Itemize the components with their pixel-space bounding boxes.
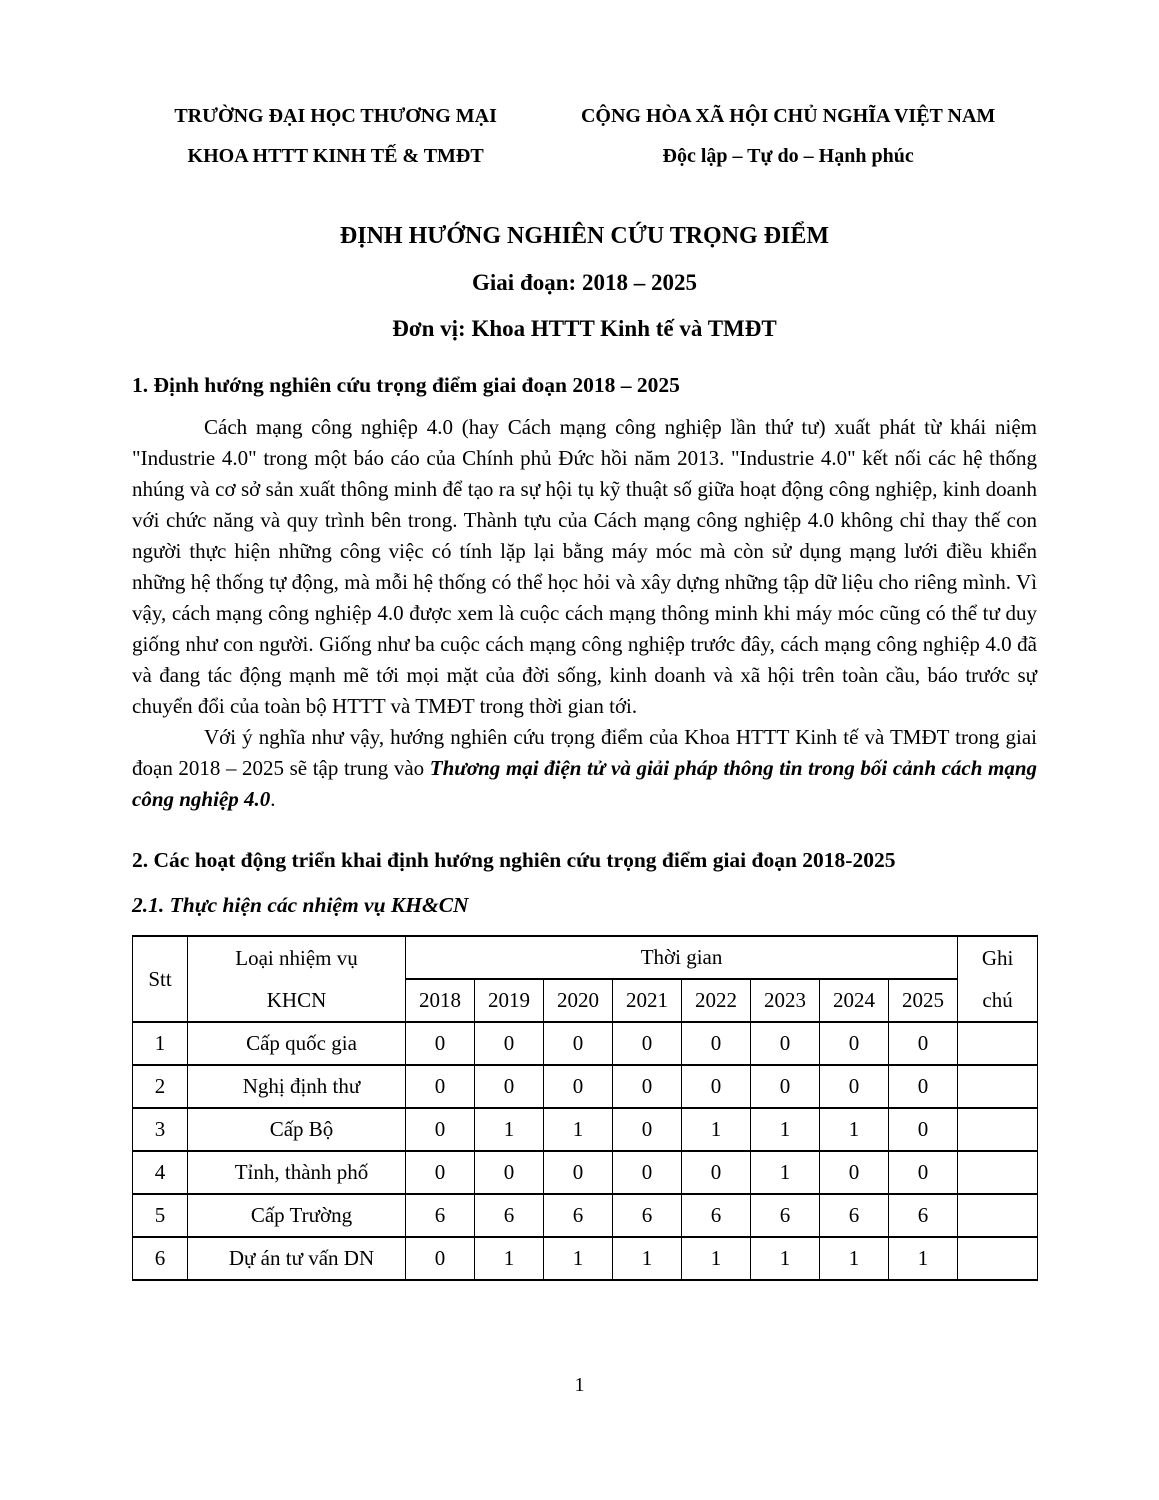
row-value: 0 (889, 1022, 958, 1065)
document-title: ĐỊNH HƯỚNG NGHIÊN CỨU TRỌNG ĐIỂM (339, 223, 830, 249)
document-header (132, 96, 1037, 170)
table-row (133, 1237, 1038, 1280)
row-value: 1 (820, 1108, 889, 1151)
row-value: 6 (544, 1194, 613, 1237)
row-task: Cấp quốc gia (188, 1022, 406, 1065)
row-value: 0 (475, 1022, 544, 1065)
row-value: 0 (406, 1237, 475, 1280)
row-stt: 6 (133, 1237, 188, 1280)
section1-paragraph1: Cách mạng công nghiệp 4.0 (hay Cách mạng công nghiệp lần thứ tư) xuất phát từ khái niệm "Industrie 4.0" trong một báo cáo của Chính phủ Đức hồi năm 2013. "Industrie 4.0" kết nối các hệ thống nhúng và cơ sở sản xuất thông minh để tạo ra sự hội tụ kỹ thuật số giữa hoạt động công nghiệp, kinh doanh với chức năng và quy trình bên trong. Thành tựu của Cách mạng công nghiệp 4.0 không chỉ thay thế con người thực hiện những công việc có tính lặp lại bằng máy móc mà còn sử dụng mạng lưới điều khiển những hệ thống tự động, mà mỗi hệ thống có thể học hỏi và xây dựng những tập dữ liệu cho riêng mình. Vì vậy, cách mạng công nghiệp 4.0 được xem là cuộc cách mạng thông minh khi máy móc cũng có thể tư duy giống như con người. Giống như ba cuộc cách mạng công nghiệp trước đây, cách mạng công nghiệp 4.0 đã và đang tác động mạnh mẽ tới mọi mặt của đời sống, kinh doanh và xã hội trên toàn cầu, báo trước sự chuyển đổi của toàn bộ HTTT và TMĐT trong thời gian tới. (132, 415, 1037, 718)
khcn-tasks-table (132, 935, 1038, 1281)
table-header-row-1 (133, 936, 1038, 979)
page-footer (0, 1372, 1159, 1398)
row-note (958, 1237, 1038, 1280)
row-value: 1 (751, 1108, 820, 1151)
row-stt: 4 (133, 1151, 188, 1194)
row-value: 1 (475, 1108, 544, 1151)
header-left-block (132, 102, 539, 170)
row-value: 6 (406, 1194, 475, 1237)
row-task: Tỉnh, thành phố (188, 1151, 406, 1194)
year-header: 2019 (475, 979, 544, 1022)
year-header: 2023 (751, 979, 820, 1022)
row-value: 0 (406, 1108, 475, 1151)
document-unit: Đơn vị: Khoa HTTT Kinh tế và TMĐT (392, 316, 777, 341)
row-value: 0 (820, 1022, 889, 1065)
table-row (133, 1108, 1038, 1151)
row-value: 1 (820, 1237, 889, 1280)
section1-paragraph2 (132, 722, 1037, 815)
year-header: 2024 (820, 979, 889, 1022)
row-task: Cấp Trường (188, 1194, 406, 1237)
paragraph2-normal-text: Với ý nghĩa như vậy, hướng nghiên cứu trọng điểm của Khoa HTTT Kinh tế và TMĐT trong giai đoạn 2018 – 2025 sẽ tập trung vào (132, 725, 1037, 780)
document-period: Giai đoạn: 2018 – 2025 (472, 270, 697, 295)
year-header: 2018 (406, 979, 475, 1022)
row-value: 6 (889, 1194, 958, 1237)
national-title: CỘNG HÒA XÃ HỘI CHỦ NGHĨA VIỆT NAM (580, 105, 996, 127)
university-name: TRƯỜNG ĐẠI HỌC THƯƠNG MẠI (174, 105, 497, 127)
row-value: 0 (613, 1108, 682, 1151)
row-value: 0 (475, 1065, 544, 1108)
row-value: 1 (544, 1237, 613, 1280)
row-task: Nghị định thư (188, 1065, 406, 1108)
row-value: 1 (751, 1151, 820, 1194)
row-value: 0 (613, 1022, 682, 1065)
row-value: 6 (613, 1194, 682, 1237)
row-value: 0 (613, 1065, 682, 1108)
row-note (958, 1065, 1038, 1108)
section2-heading: 2. Các hoạt động triển khai định hướng nghiên cứu trọng điểm giai đoạn 2018-2025 (132, 848, 896, 872)
row-value: 1 (682, 1237, 751, 1280)
row-value: 6 (682, 1194, 751, 1237)
row-value: 0 (751, 1022, 820, 1065)
row-value: 1 (544, 1108, 613, 1151)
row-note (958, 1108, 1038, 1151)
title-block (132, 220, 1037, 344)
row-value: 1 (889, 1237, 958, 1280)
row-value: 0 (889, 1151, 958, 1194)
year-header: 2021 (613, 979, 682, 1022)
year-header: 2022 (682, 979, 751, 1022)
row-value: 6 (475, 1194, 544, 1237)
paragraph2-period: . (270, 787, 276, 811)
row-value: 0 (544, 1022, 613, 1065)
document-page (132, 96, 1037, 1281)
row-value: 0 (406, 1065, 475, 1108)
row-value: 0 (820, 1065, 889, 1108)
row-stt: 3 (133, 1108, 188, 1151)
table-row (133, 1022, 1038, 1065)
row-value: 1 (613, 1237, 682, 1280)
row-note (958, 1194, 1038, 1237)
row-value: 6 (820, 1194, 889, 1237)
row-stt: 5 (133, 1194, 188, 1237)
year-header: 2020 (544, 979, 613, 1022)
row-value: 0 (406, 1151, 475, 1194)
row-task: Cấp Bộ (188, 1108, 406, 1151)
row-value: 0 (889, 1108, 958, 1151)
faculty-name: KHOA HTTT KINH TẾ & TMĐT (187, 145, 484, 167)
national-motto: Độc lập – Tự do – Hạnh phúc (662, 145, 914, 167)
page-number: 1 (574, 1374, 585, 1396)
section2-1-subheading: 2.1. Thực hiện các nhiệm vụ KH&CN (132, 893, 469, 917)
row-value: 1 (751, 1237, 820, 1280)
section1-heading: 1. Định hướng nghiên cứu trọng điểm giai đoạn 2018 – 2025 (132, 373, 680, 397)
row-value: 0 (820, 1151, 889, 1194)
header-right-block (539, 102, 1037, 170)
row-value: 1 (682, 1108, 751, 1151)
paragraph2-emphasis-text: Thương mại điện tử và giải pháp thông tin trong bối cảnh cách mạng công nghiệp 4.0 (132, 756, 1038, 811)
row-stt: 1 (133, 1022, 188, 1065)
row-value: 0 (544, 1065, 613, 1108)
col-header-stt: Stt (133, 936, 188, 1022)
row-value: 0 (682, 1151, 751, 1194)
row-value: 1 (475, 1237, 544, 1280)
row-value: 0 (682, 1022, 751, 1065)
table-row (133, 1194, 1038, 1237)
row-value: 0 (682, 1065, 751, 1108)
col-header-note: Ghi chú (958, 936, 1038, 1022)
year-header: 2025 (889, 979, 958, 1022)
row-note (958, 1022, 1038, 1065)
col-header-task-type: Loại nhiệm vụ KHCN (188, 936, 406, 1022)
row-note (958, 1151, 1038, 1194)
row-value: 6 (751, 1194, 820, 1237)
row-value: 0 (889, 1065, 958, 1108)
row-value: 0 (751, 1065, 820, 1108)
row-value: 0 (613, 1151, 682, 1194)
row-value: 0 (475, 1151, 544, 1194)
col-header-time: Thời gian (406, 936, 958, 979)
row-stt: 2 (133, 1065, 188, 1108)
table-row (133, 1065, 1038, 1108)
row-value: 0 (406, 1022, 475, 1065)
row-task: Dự án tư vấn DN (188, 1237, 406, 1280)
row-value: 0 (544, 1151, 613, 1194)
table-row (133, 1151, 1038, 1194)
